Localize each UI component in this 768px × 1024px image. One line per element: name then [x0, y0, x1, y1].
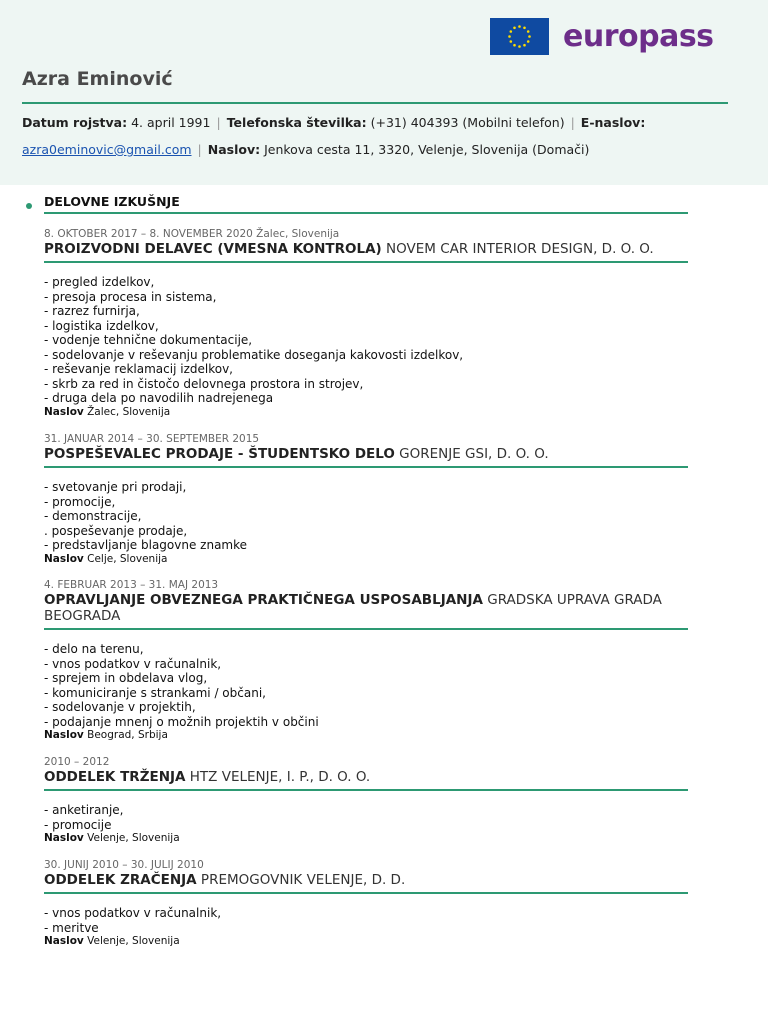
job-title — [44, 241, 688, 257]
job-date: 2010 – 2012 — [44, 756, 110, 768]
duty-item: . pospeševanje prodaje, — [44, 523, 188, 538]
job-position: ODDELEK ZRAČENJA — [44, 872, 197, 888]
job-location-label: Naslov — [44, 935, 84, 947]
job-divider — [44, 466, 688, 468]
job-position: POSPEŠEVALEC PRODAJE - ŠTUDENTSKO DELO — [44, 446, 395, 462]
duty-item: - skrb za red in čistočo delovnega prostora in strojev, — [44, 376, 364, 391]
duty-item: - demonstracije, — [44, 509, 142, 523]
duty-item: - anketiranje, — [44, 803, 124, 817]
job-duties — [44, 275, 688, 406]
job-duties — [44, 906, 688, 935]
job-location-value: Žalec, Slovenija — [83, 405, 171, 418]
separator: | — [570, 115, 575, 130]
duty-item: - sprejem in obdelava vlog, — [44, 671, 208, 685]
job-employer: NOVEM CAR INTERIOR DESIGN, D. O. O. — [381, 241, 654, 257]
job-title — [44, 872, 688, 888]
duty-item: - komuniciranje s strankami / občani, — [44, 685, 266, 700]
job-location-value: Beograd, Srbija — [83, 729, 168, 741]
duty-item: - sodelovanje v reševanju problematike doseganja kakovosti izdelkov, — [44, 347, 464, 362]
email-link[interactable]: azra0eminovic@gmail.com — [22, 142, 192, 157]
job-location — [44, 553, 688, 566]
job-location-value: Velenje, Slovenija — [83, 832, 180, 844]
job-entry — [44, 228, 688, 419]
europass-logo — [490, 18, 714, 55]
job-title — [44, 446, 688, 462]
job-position: OPRAVLJANJE OBVEZNEGA PRAKTIČNEGA USPOSABLJANJA — [44, 592, 483, 608]
duty-item: - predstavljanje blagovne znamke — [44, 538, 248, 552]
job-location-value: Velenje, Slovenija — [83, 935, 180, 947]
address-label: Naslov: — [207, 142, 261, 157]
duty-item: - delo na terenu, — [44, 642, 144, 656]
job-location-label: Naslov — [44, 552, 84, 565]
personal-info-line-1 — [22, 115, 645, 130]
job-location — [44, 832, 688, 845]
job-divider — [44, 261, 688, 263]
job-entry — [44, 579, 688, 742]
job-date: 8. OKTOBER 2017 – 8. NOVEMBER 2020 Žalec, Slovenija — [44, 228, 340, 240]
europass-wordmark: europass — [563, 18, 714, 54]
job-location — [44, 729, 688, 742]
duty-item: - podajanje mnenj o možnih projektih v občini — [44, 714, 319, 729]
duty-item: - svetovanje pri prodaji, — [44, 480, 187, 494]
duty-item: - meritve — [44, 920, 99, 935]
job-duties — [44, 642, 688, 729]
duty-item: - vnos podatkov v računalnik, — [44, 906, 222, 920]
section-title: DELOVNE IZKUŠNJE — [44, 194, 180, 209]
job-title — [44, 769, 688, 785]
job-duties — [44, 480, 688, 553]
person-name: Azra Eminović — [22, 68, 173, 90]
job-position: PROIZVODNI DELAVEC (VMESNA KONTROLA) — [44, 241, 382, 257]
duty-item: - promocije, — [44, 494, 116, 509]
phone-label: Telefonska številka: — [226, 115, 367, 130]
job-divider — [44, 789, 688, 791]
duty-item: - vodenje tehnične dokumentacije, — [44, 333, 253, 347]
job-employer: PREMOGOVNIK VELENJE, D. D. — [196, 872, 406, 888]
duty-item: - pregled izdelkov, — [44, 275, 155, 289]
job-location-label: Naslov — [44, 832, 84, 844]
phone-value: (+31) 404393 (Mobilni telefon) — [370, 115, 565, 130]
job-entry — [44, 433, 688, 566]
job-location — [44, 935, 688, 948]
job-duties — [44, 803, 688, 832]
job-position: ODDELEK TRŽENJA — [44, 769, 186, 785]
job-entry — [44, 756, 688, 845]
job-location-label: Naslov — [44, 405, 84, 418]
birth-label: Datum rojstva: — [22, 115, 128, 130]
separator: | — [216, 115, 221, 130]
duty-item: - reševanje reklamacij izdelkov, — [44, 362, 233, 376]
personal-info-line-2 — [22, 142, 589, 157]
duty-item: - promocije — [44, 817, 112, 832]
job-title — [44, 592, 688, 624]
name-divider — [22, 102, 728, 104]
job-employer: GORENJE GSI, D. O. O. — [394, 446, 549, 462]
duty-item: - sodelovanje v projektih, — [44, 700, 196, 714]
duty-item: - vnos podatkov v računalnik, — [44, 656, 222, 671]
duty-item: - logistika izdelkov, — [44, 318, 159, 333]
section-divider — [44, 212, 688, 214]
job-employer: HTZ VELENJE, I. P., D. O. O. — [185, 769, 371, 785]
separator: | — [197, 142, 202, 157]
job-employer: GRADSKA UPRAVA GRADA BEOGRADA — [44, 592, 662, 624]
job-location-label: Naslov — [44, 729, 84, 741]
cv-header — [0, 0, 768, 185]
email-label: E-naslov: — [580, 115, 646, 130]
job-divider — [44, 892, 688, 894]
address-value: Jenkova cesta 11, 3320, Velenje, Slovenija (Domači) — [264, 142, 590, 157]
job-date: 30. JUNIJ 2010 – 30. JULIJ 2010 — [44, 859, 204, 871]
duty-item: - razrez furnirja, — [44, 304, 140, 318]
duty-item: - presoja procesa in sistema, — [44, 289, 217, 304]
duty-item: - druga dela po navodilih nadrejenega — [44, 391, 274, 405]
job-entry — [44, 859, 688, 948]
birth-value: 4. april 1991 — [131, 115, 211, 130]
job-location-value: Celje, Slovenija — [83, 552, 168, 565]
job-date: 31. JANUAR 2014 – 30. SEPTEMBER 2015 — [44, 433, 260, 445]
job-date: 4. FEBRUAR 2013 – 31. MAJ 2013 — [44, 579, 219, 591]
section-bullet-icon — [26, 203, 32, 209]
job-location — [44, 406, 688, 419]
eu-flag-icon — [490, 18, 549, 55]
job-divider — [44, 628, 688, 630]
